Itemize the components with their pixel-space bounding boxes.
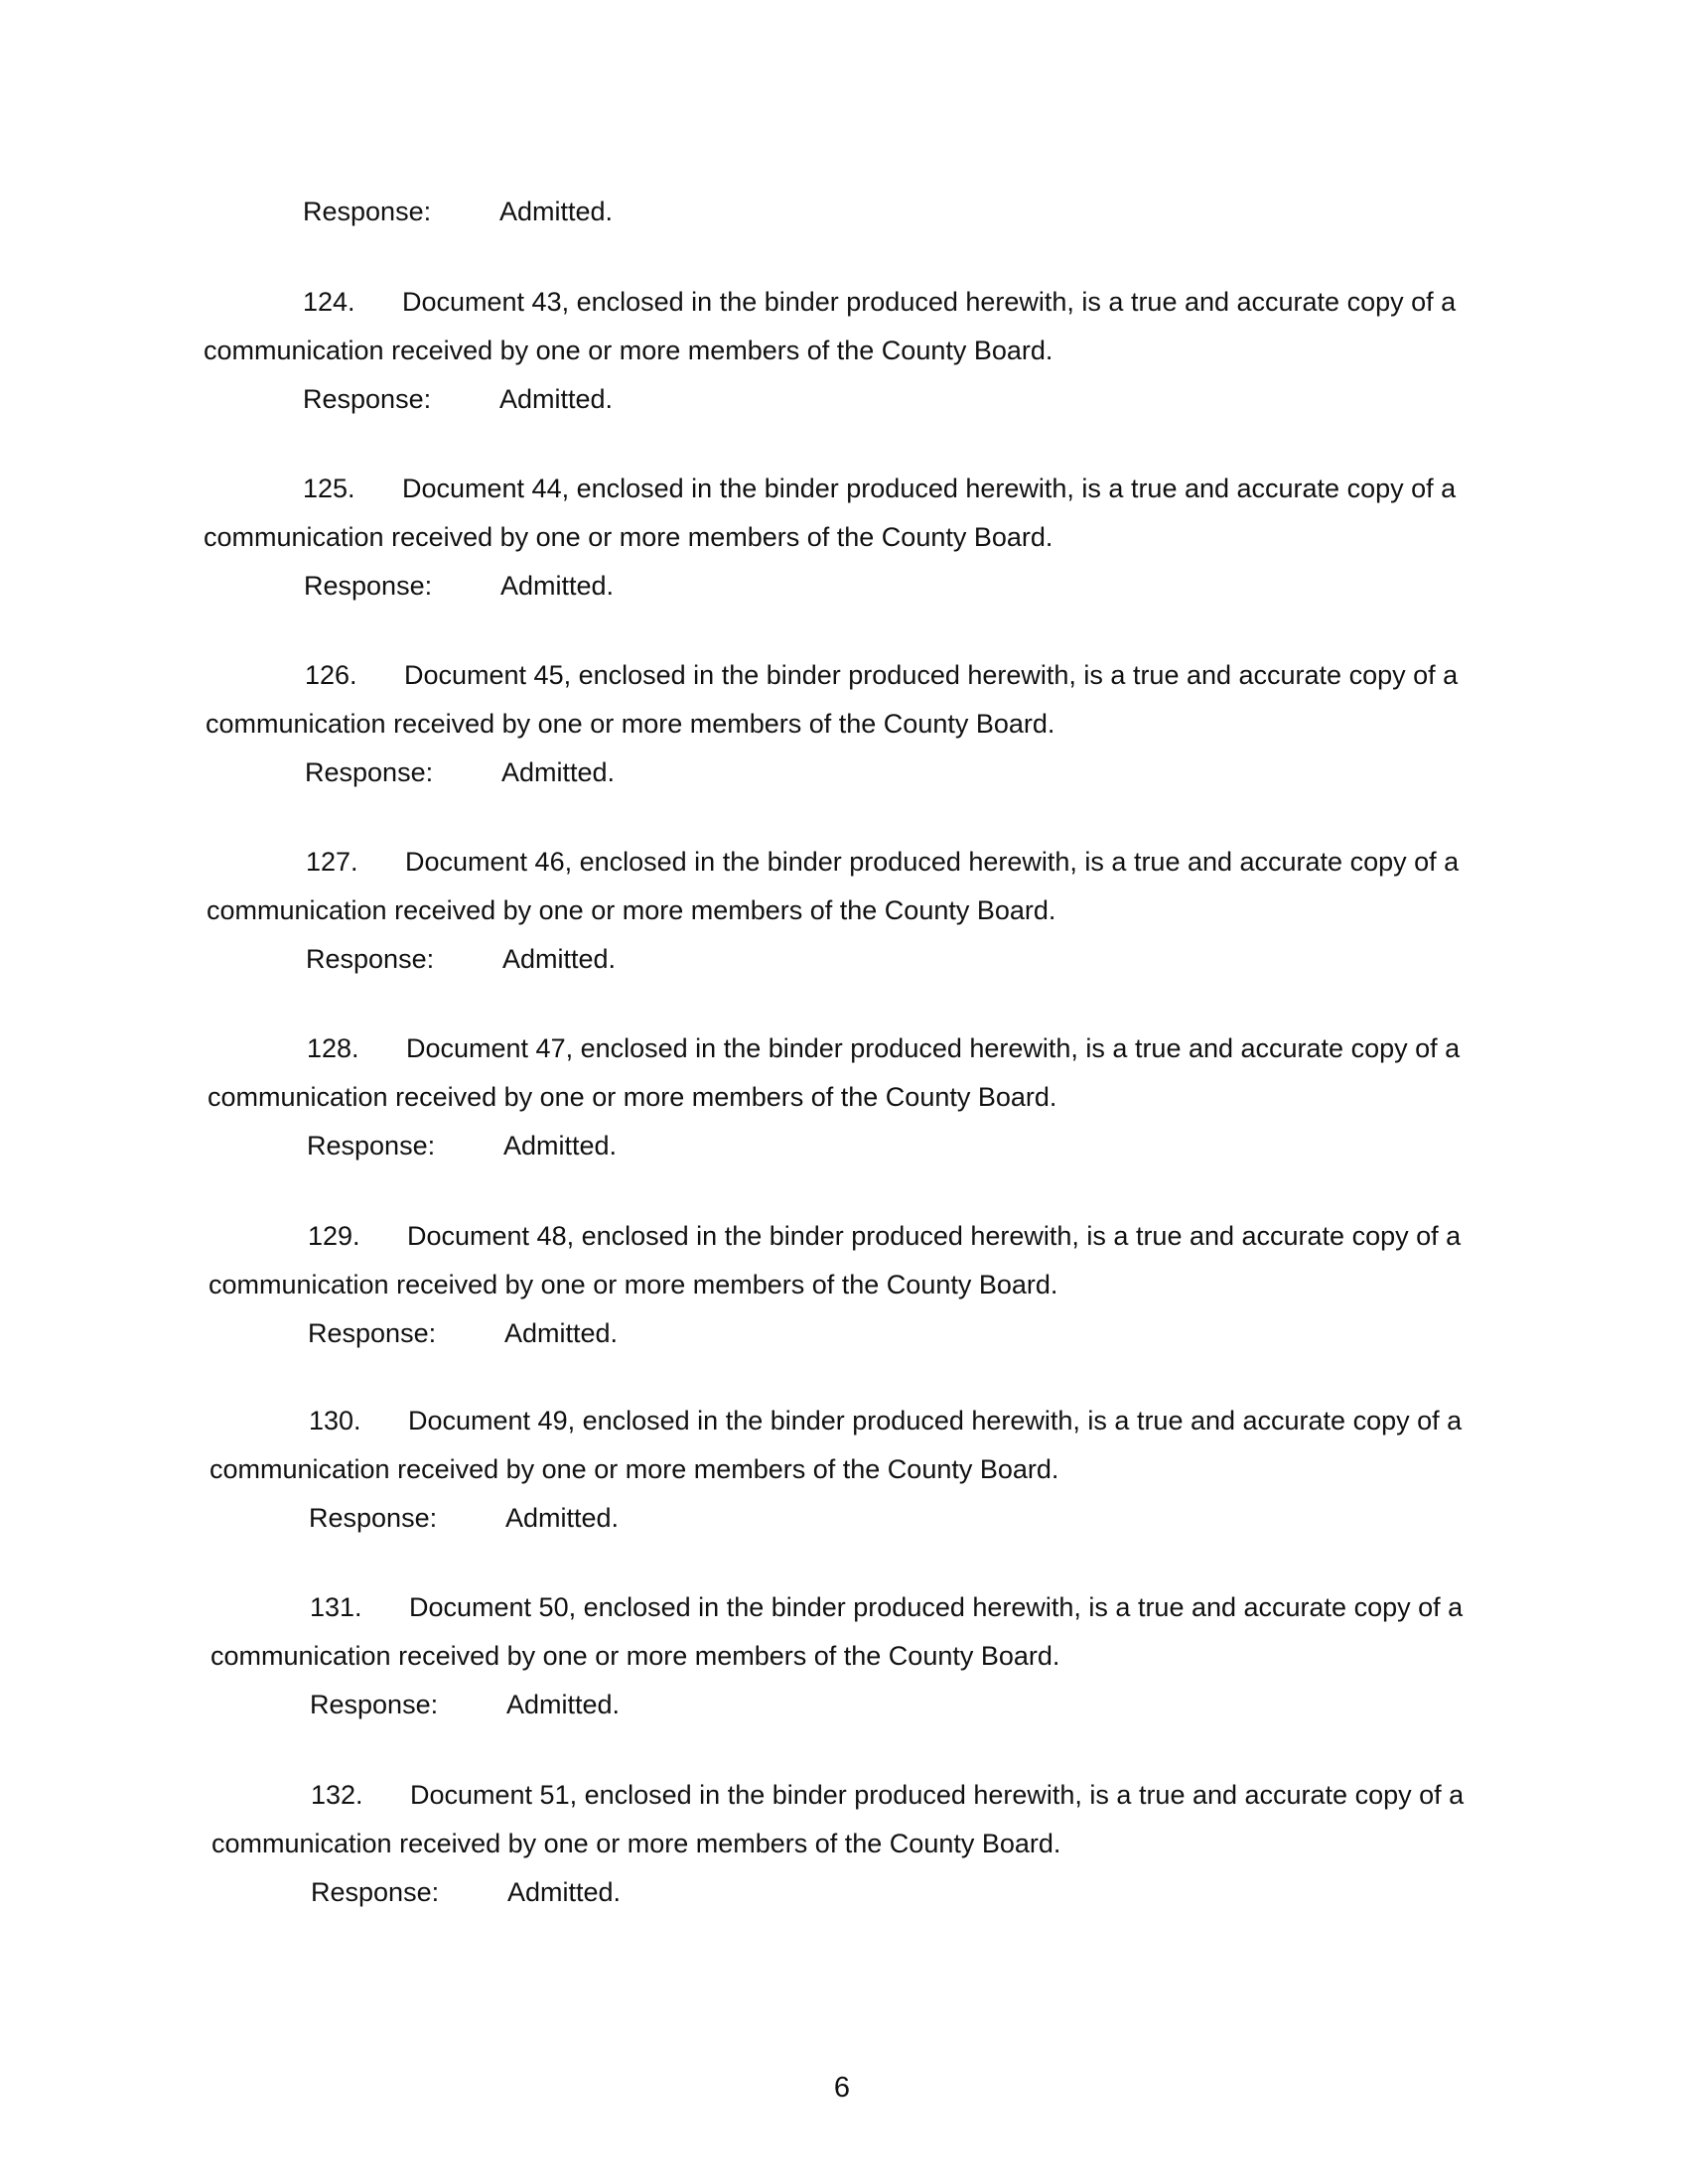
paragraph-number: 128. — [307, 1033, 359, 1063]
paragraph-text-line2: communication received by one or more members of the County Board. — [208, 1082, 1057, 1112]
response-132 — [311, 1876, 621, 1908]
paragraph-text-line1: Document 45, enclosed in the binder produced herewith, is a true and accurate copy of a — [404, 660, 1459, 690]
response-value: Admitted. — [507, 1877, 622, 1907]
paragraph-127 — [207, 846, 1497, 926]
paragraph-text-line2: communication received by one or more members of the County Board. — [210, 1641, 1060, 1671]
response-130 — [309, 1502, 619, 1534]
paragraph-132 — [211, 1779, 1502, 1859]
response-label: Response: — [305, 757, 434, 787]
response-label: Response: — [303, 197, 432, 226]
paragraph-text-line1: Document 50, enclosed in the binder produced herewith, is a true and accurate copy of a — [409, 1592, 1464, 1622]
response-value: Admitted. — [499, 197, 614, 226]
paragraph-128 — [208, 1032, 1498, 1113]
paragraph-number: 132. — [311, 1780, 363, 1810]
paragraph-131 — [210, 1591, 1501, 1672]
response-value: Admitted. — [501, 757, 616, 787]
paragraph-text-line1: Document 44, enclosed in the binder produced herewith, is a true and accurate copy of a — [402, 474, 1457, 503]
paragraph-text-line2: communication received by one or more members of the County Board. — [207, 895, 1056, 925]
paragraph-text-line1: Document 43, enclosed in the binder produced herewith, is a true and accurate copy of a — [402, 287, 1457, 317]
response-label: Response: — [304, 571, 433, 601]
response-label: Response: — [310, 1690, 439, 1719]
response-124 — [303, 383, 613, 415]
paragraph-text-line2: communication received by one or more members of the County Board. — [210, 1454, 1059, 1484]
response-value: Admitted. — [502, 944, 617, 974]
response-131 — [310, 1689, 620, 1720]
response-label: Response: — [309, 1503, 438, 1533]
paragraph-text-line2: communication received by one or more members of the County Board. — [211, 1829, 1061, 1858]
paragraph-number: 130. — [309, 1406, 361, 1435]
paragraph-text-line1: Document 51, enclosed in the binder produced herewith, is a true and accurate copy of a — [410, 1780, 1465, 1810]
paragraph-126 — [206, 659, 1496, 740]
response-value: Admitted. — [500, 571, 615, 601]
paragraph-text-line2: communication received by one or more members of the County Board. — [209, 1270, 1058, 1299]
response-127 — [306, 943, 616, 975]
paragraph-125 — [204, 473, 1494, 553]
paragraph-number: 127. — [306, 847, 358, 877]
paragraph-text-line1: Document 46, enclosed in the binder produced herewith, is a true and accurate copy of a — [405, 847, 1460, 877]
paragraph-text-line2: communication received by one or more members of the County Board. — [206, 709, 1055, 739]
response-label: Response: — [303, 384, 432, 414]
response-value: Admitted. — [504, 1318, 619, 1348]
response-label: Response: — [311, 1877, 440, 1907]
response-value: Admitted. — [505, 1503, 620, 1533]
paragraph-124 — [204, 286, 1494, 366]
paragraph-130 — [210, 1405, 1500, 1485]
paragraph-129 — [209, 1220, 1499, 1300]
paragraph-text-line1: Document 47, enclosed in the binder produced herewith, is a true and accurate copy of a — [406, 1033, 1461, 1063]
response-value: Admitted. — [499, 384, 614, 414]
paragraph-number: 126. — [305, 660, 357, 690]
paragraph-number: 129. — [308, 1221, 360, 1251]
response-value: Admitted. — [506, 1690, 621, 1719]
response-label: Response: — [308, 1318, 437, 1348]
response-125 — [304, 570, 614, 602]
paragraph-number: 131. — [310, 1592, 362, 1622]
page-number: 6 — [833, 2072, 851, 2104]
paragraph-text-line1: Document 48, enclosed in the binder produced herewith, is a true and accurate copy of a — [407, 1221, 1462, 1251]
paragraph-number: 124. — [303, 287, 355, 317]
response-label: Response: — [306, 944, 435, 974]
response-128 — [307, 1130, 617, 1161]
paragraph-number: 125. — [303, 474, 355, 503]
response-label: Response: — [307, 1131, 436, 1160]
paragraph-text-line2: communication received by one or more members of the County Board. — [204, 336, 1053, 365]
response-value: Admitted. — [503, 1131, 618, 1160]
paragraph-text-line2: communication received by one or more members of the County Board. — [204, 522, 1053, 552]
top-response — [303, 196, 613, 227]
response-129 — [308, 1317, 618, 1349]
response-126 — [305, 756, 615, 788]
paragraph-text-line1: Document 49, enclosed in the binder produced herewith, is a true and accurate copy of a — [408, 1406, 1463, 1435]
